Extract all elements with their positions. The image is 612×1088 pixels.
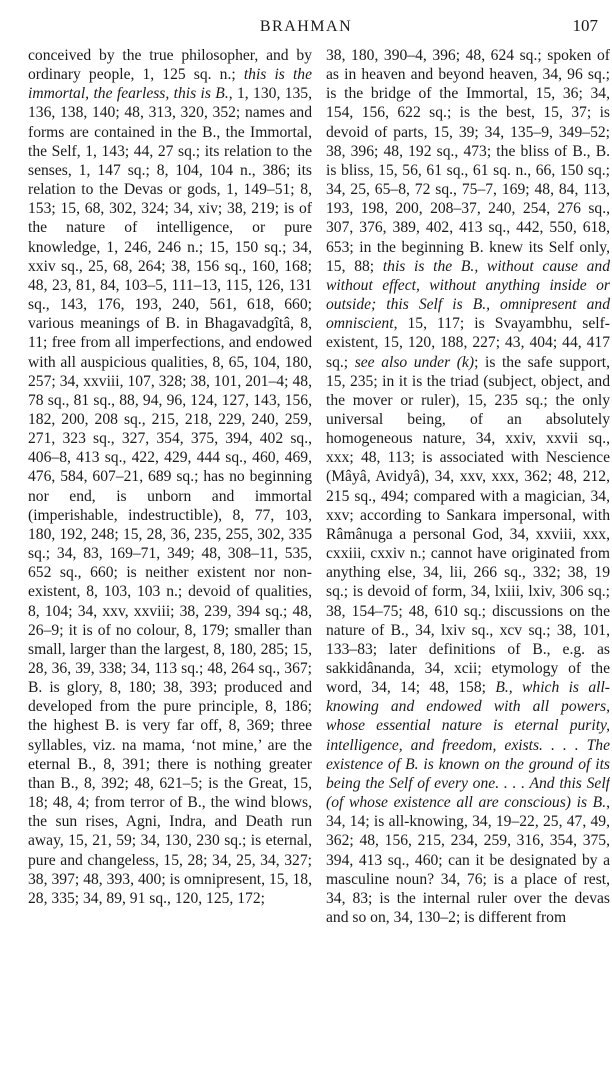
- italic-quote: this is the B., without cause and without effect, without anything inside or outside; this Self is B., omnipresent and omniscient: [326, 257, 610, 333]
- italic-quote: this is the immortal, the fearless, this is B.: [28, 66, 312, 103]
- index-column-left: [28, 46, 312, 1081]
- index-entry-text: [28, 46, 312, 908]
- text-run: ; is the safe support, 15, 235; in it is the triad (subject, object, and the mover or ruler), 15, 235 sq.; the only universal being, of an absolutely homogeneous nature, 34, xxiv, xxvii sq., xxx; 48, 113; is associated with Nescience (Mâyâ, Avidyâ), 34, xxv, xxx, 362; 48, 212, 215 sq., 494; compared with a magician, 34, xxv; according to Sankara impersonal, with Râmânuga a personal God, 34, xxviii, xxx, cxxiii, cxxiv n.; cannot have originated from anything else, 34, lii, 266 sq., 332; 38, 19 sq.; is devoid of form, 34, lxiii, lxiv, 306 sq.; 38, 154–75; 48, 610 sq.; discussions on the nature of B., 34, lxiv sq., xcv sq.; 38, 101, 133–83; later definitions of B., e.g. as sakkidânanda, 34, xcii; etymology of the word, 34, 14; 48, 158;: [326, 353, 610, 697]
- italic-cross-reference: see also under (k): [354, 353, 475, 371]
- page-header: [0, 0, 612, 40]
- index-column-right: [326, 46, 610, 1081]
- text-run: conceived by the true philosopher, and by ordinary people, 1, 125 sq. n.;: [28, 47, 312, 84]
- italic-quote: B., which is all-knowing and endowed with all powers, whose essential nature is eternal purity, intelligence, and freedom, exists. . . . The existence of B. is known on the ground of its being the Self of every one. . . . And this Self (of whose existence all are conscious) is B.: [326, 679, 610, 812]
- text-run: , 1, 130, 135, 136, 138, 140; 48, 313, 320, 352; names and forms are contained in the B., the Immortal, the Self, 1, 143; 44, 27 sq.; its relation to the senses, 1, 147 sq.; 8, 104, 104 n., 386; its relation to the Devas or gods, 1, 149–51; 8, 153; 15, 68, 302, 324; 34, xiv; 38, 219; is of the nature of intelligence, or pure knowledge, 1, 246, 246 n.; 15, 150 sq.; 34, xxiv sq., 25, 68, 264; 38, 156 sq., 160, 168; 48, 23, 81, 84, 103–5, 111–13, 115, 126, 131 sq., 143, 176, 193, 240, 561, 618, 660; various meanings of B. in Bhagavadgîtâ, 8, 11; free from all imperfections, and endowed with all auspicious qualities, 8, 65, 104, 180, 257; 34, xxviii, 107, 328; 38, 101, 201–4; 48, 78 sq., 81 sq., 88, 94, 96, 124, 127, 143, 156, 182, 200, 208 sq., 215, 218, 229, 240, 259, 271, 323 sq., 327, 354, 375, 394, 402 sq., 406–8, 413 sq., 422, 429, 444 sq., 460, 469, 476, 584, 607–21, 689 sq.; has no beginning nor end, is unborn and immortal (imperishable, indestructible), 8, 77, 103, 180, 192, 248; 15, 28, 36, 235, 255, 302, 335 sq.; 34, 83, 169–71, 349; 48, 308–11, 535, 652 sq., 660; is neither existent nor non-existent, 8, 103, 103 n.; devoid of qualities, 8, 104; 34, xxv, xxviii; 38, 239, 394 sq.; 48, 26–9; it is of no colour, 8, 179; smaller than small, larger than the largest, 8, 180, 285; 15, 28, 36, 39, 338; 34, 113 sq.; 48, 264 sq., 367; B. is glory, 8, 180; 38, 393; produced and developed from the pure principle, 8, 186; the highest B. is very far off, 8, 369; three syllables, viz. na mama, ‘not mine,’ are the eternal B., 8, 391; there is nothing greater than B., 8, 392; 48, 621–5; is the Great, 15, 18; 48, 4; from terror of B., the wind blows, the sun rises, Agni, Indra, and Death run away, 15, 21, 59; 34, 130, 230 sq.; is eternal, pure and changeless, 15, 28; 34, 25, 34, 327; 38, 397; 48, 393, 400; is omnipresent, 15, 18, 28, 335; 34, 89, 91 sq., 120, 125, 172;: [28, 85, 312, 907]
- text-run: 38, 180, 390–4, 396; 48, 624 sq.; spoken of as in heaven and beyond heaven, 34, 96 sq.; is the bridge of the Immortal, 15, 36; 34, 154, 156, 622 sq.; is the best, 15, 37; is devoid of parts, 15, 39; 34, 135–9, 349–52; 38, 396; 48, 192 sq., 473; the bliss of B., B. is bliss, 15, 56, 61 sq., 61 sq. n., 66, 150 sq.; 34, 25, 65–8, 72 sq., 75–7, 169; 48, 84, 113, 193, 198, 200, 208–37, 240, 254, 276 sq., 307, 376, 389, 402, 413 sq., 442, 550, 618, 653; in the beginning B. knew its Self only, 15, 88;: [326, 47, 610, 275]
- text-run: , 15, 117; is Svayambhu, self-existent, 15, 120, 188, 227; 43, 404; 44, 417 sq.;: [326, 315, 610, 371]
- text-run: , 34, 14; is all-knowing, 34, 19–22, 25, 47, 49, 362; 48, 156, 215, 234, 259, 316, 354, 375, 394, 413 sq., 460; can it be designated by a masculine noun? 34, 76; is a place of rest, 34, 83; is the internal ruler over the devas and so on, 34, 130–2; is different from: [326, 794, 610, 927]
- page-number: 107: [572, 16, 598, 35]
- index-entry-text: [326, 46, 610, 927]
- running-head: BRAHMAN: [259, 18, 353, 35]
